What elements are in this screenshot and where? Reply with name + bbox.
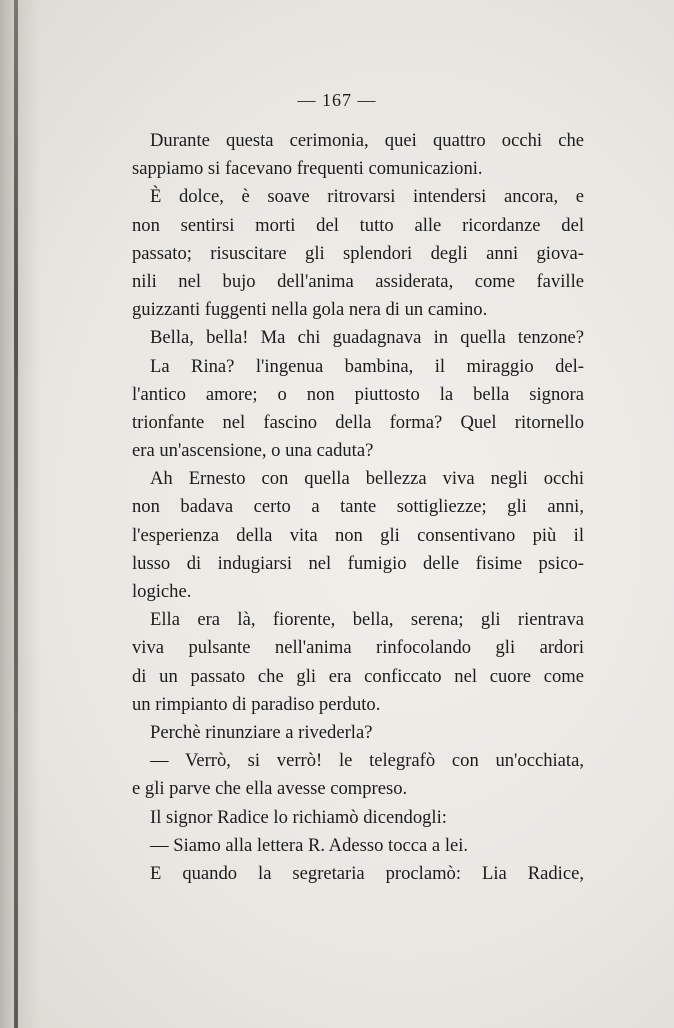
text-line: Il signor Radice lo richiamò dicendogli:: [150, 806, 447, 828]
text-line: sappiamo si facevano frequenti comunicazioni.: [132, 158, 483, 180]
text-line: È dolce, è soave ritrovarsi intendersi ancora, e: [150, 186, 584, 208]
text-line: E quando la segretaria proclamò: Lia Radice,: [150, 862, 584, 884]
text-line: — Verrò, si verrò! le telegrafò con un'occhiata,: [150, 750, 584, 772]
text-line: Ella era là, fiorente, bella, serena; gli rientrava: [150, 609, 584, 631]
body-text: [132, 127, 584, 888]
text-line: viva pulsante nell'anima rinfocolando gli ardori: [132, 637, 584, 659]
text-line: un rimpianto di paradiso perduto.: [132, 693, 381, 715]
text-line: nili nel bujo dell'anima assiderata, come faville: [132, 270, 584, 292]
text-line: guizzanti fuggenti nella gola nera di un camino.: [132, 299, 488, 321]
text-line: Bella, bella! Ma chi guadagnava in quella tenzone?: [150, 327, 584, 349]
text-line: Ah Ernesto con quella bellezza viva negli occhi: [150, 468, 584, 490]
text-line: non sentirsi morti del tutto alle ricordanze del: [132, 214, 584, 236]
text-line: — Siamo alla lettera R. Adesso tocca a lei.: [150, 834, 469, 856]
text-line: l'esperienza della vita non gli consentivano più il: [132, 524, 584, 546]
text-line: era un'ascensione, o una caduta?: [132, 440, 374, 462]
text-line: passato; risuscitare gli splendori degli anni giova-: [132, 242, 584, 264]
text-line: non badava certo a tante sottigliezze; gli anni,: [132, 496, 584, 518]
text-line: lusso di indugiarsi nel fumigio delle fisime psico-: [132, 552, 584, 574]
text-line: La Rina? l'ingenua bambina, il miraggio del-: [150, 355, 584, 377]
binding-shadow: [0, 0, 40, 1028]
text-line: Durante questa cerimonia, quei quattro occhi che: [150, 130, 584, 151]
binding-edge-line: [14, 0, 18, 1028]
text-line: e gli parve che ella avesse compreso.: [132, 778, 408, 800]
text-line: trionfante nel fascino della forma? Quel ritornello: [132, 411, 584, 433]
page-number: — 167 —: [297, 90, 377, 110]
text-line: logiche.: [132, 581, 192, 602]
text-line: di un passato che gli era conficcato nel cuore come: [132, 665, 584, 687]
text-line: l'antico amore; o non piuttosto la bella signora: [132, 383, 584, 405]
text-line: Perchè rinunziare a rivederla?: [150, 721, 373, 743]
